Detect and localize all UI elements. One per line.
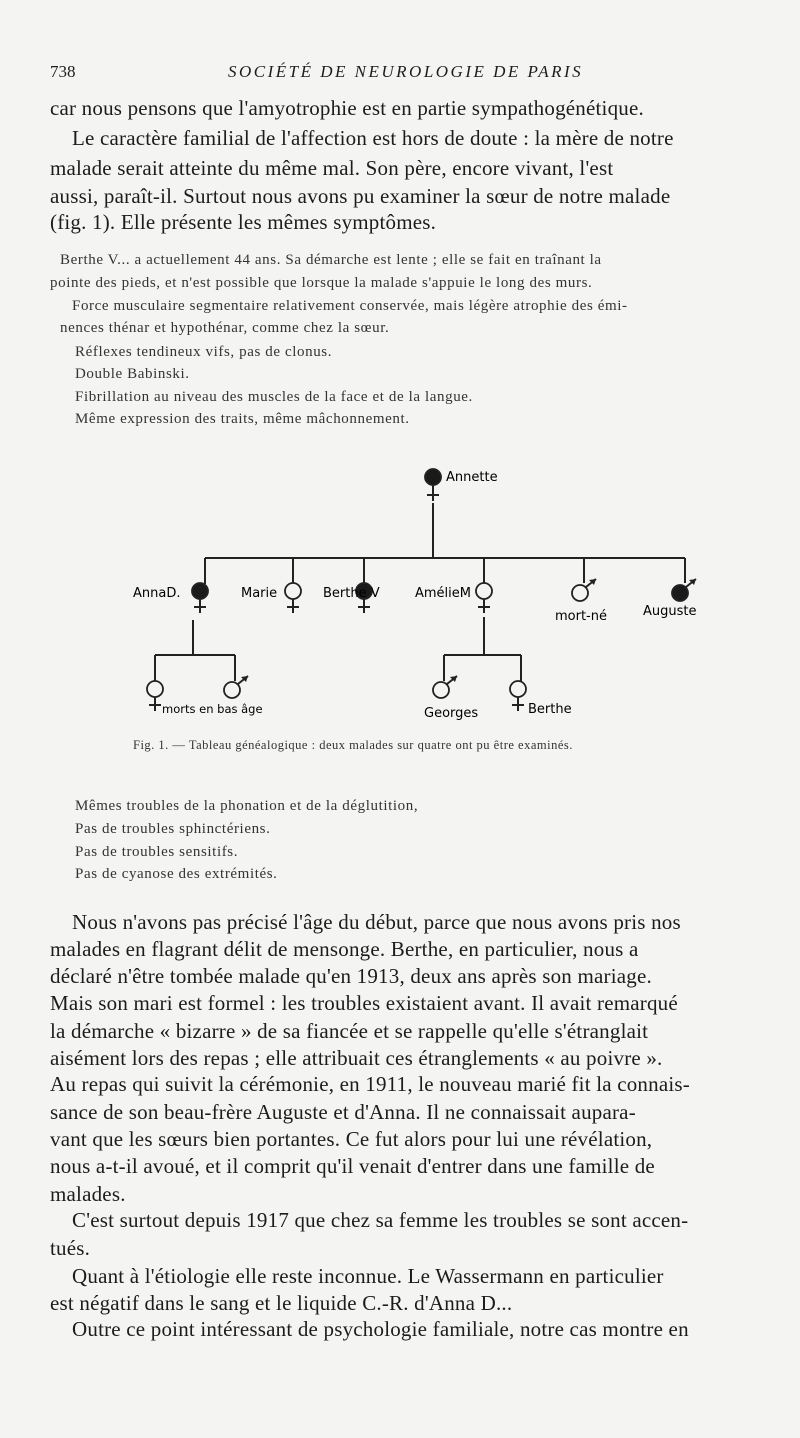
text-line: aussi, paraît-il. Surtout nous avons pu examiner la sœur de notre malade [50,184,671,208]
berthe-child-symbol [510,681,526,711]
note-line: Double Babinski. [75,366,190,382]
text-line: aisément lors des repas ; elle attribuait ces étranglements « au poivre ». [50,1046,663,1070]
annette-label: Annette [446,470,498,485]
text-line: nous a-t-il avoué, et il comprit qu'il venait d'entrer dans une famille de [50,1154,655,1178]
text-line: Au repas qui suivit la cérémonie, en 1911, le nouveau marié fit la connais- [50,1072,690,1096]
text-line: Outre ce point intéressant de psychologie familiale, notre cas montre en [72,1317,689,1341]
berthe-label: Berthe V [323,586,380,601]
georges-label: Georges [424,706,479,721]
note-line: nences thénar et hypothénar, comme chez la sœur. [60,320,390,336]
note-line: Pas de troubles sphinctériens. [75,821,271,837]
annette-symbol [425,469,441,501]
auguste-label: Auguste [643,604,697,619]
text-line: tués. [50,1236,91,1260]
text-line: est négatif dans le sang et le liquide C.-R. d'Anna D... [50,1291,513,1315]
text-line: déclaré n'être tombée malade qu'en 1913, deux ans après son mariage. [50,964,652,988]
text-line: car nous pensons que l'amyotrophie est en partie sympathogénétique. [50,96,644,120]
text-line: C'est surtout depuis 1917 que chez sa femme les troubles se sont accen- [72,1208,689,1232]
text-line: Le caractère familial de l'affection est hors de doute : la mère de notre [72,126,674,150]
amelie-symbol [476,583,492,613]
anna-symbol [192,583,208,613]
text-line: Nous n'avons pas précisé l'âge du début, parce que nous avons pris nos [72,910,681,934]
text-line: malades. [50,1182,126,1206]
note-line: Fibrillation au niveau des muscles de la face et de la langue. [75,389,473,405]
berthe-child-label: Berthe [528,702,572,717]
text-line: la démarche « bizarre » de sa fiancée et se rappelle qu'elle s'étranglait [50,1019,649,1043]
text-line: malades en flagrant délit de mensonge. Berthe, en particulier, nous a [50,937,639,961]
text-line: malade serait atteinte du même mal. Son père, encore vivant, l'est [50,156,614,180]
figure-caption: Fig. 1. — Tableau généalogique : deux malades sur quatre ont pu être examinés. [133,738,573,752]
pedigree-chart [0,455,800,755]
note-line: Berthe V... a actuellement 44 ans. Sa démarche est lente ; elle se fait en traînant la [60,252,602,268]
text-line: vant que les sœurs bien portantes. Ce fut alors pour lui une révélation, [50,1127,653,1151]
note-line: Mêmes troubles de la phonation et de la déglutition, [75,798,419,814]
amelie-label: AmélieM [415,586,471,601]
text-line: Quant à l'étiologie elle reste inconnue. Le Wassermann en particulier [72,1264,664,1288]
running-title: SOCIÉTÉ DE NEUROLOGIE DE PARIS [228,62,584,81]
note-line: pointe des pieds, et n'est possible que lorsque la malade s'appuie le long des murs. [50,275,593,291]
anna-child-female-symbol [147,681,163,711]
note-line: Même expression des traits, même mâchonnement. [75,411,410,427]
text-line: sance de son beau-frère Auguste et d'Anna. Il ne connaissait aupara- [50,1100,636,1124]
note-line: Force musculaire segmentaire relativement conservée, mais légère atrophie des émi- [72,298,628,314]
page-number: 738 [50,62,76,81]
note-line: Réflexes tendineux vifs, pas de clonus. [75,344,333,360]
anna-label: AnnaD. [133,586,181,601]
text-line: (fig. 1). Elle présente les mêmes symptômes. [50,210,437,234]
anna-children-label: morts en bas âge [162,702,263,716]
stillborn-label: mort-né [555,609,607,624]
note-line: Pas de troubles sensitifs. [75,844,239,860]
marie-label: Marie [241,586,278,601]
note-line: Pas de cyanose des extrémités. [75,866,278,882]
text-line: Mais son mari est formel : les troubles existaient avant. Il avait remarqué [50,991,678,1015]
marie-symbol [285,583,301,613]
